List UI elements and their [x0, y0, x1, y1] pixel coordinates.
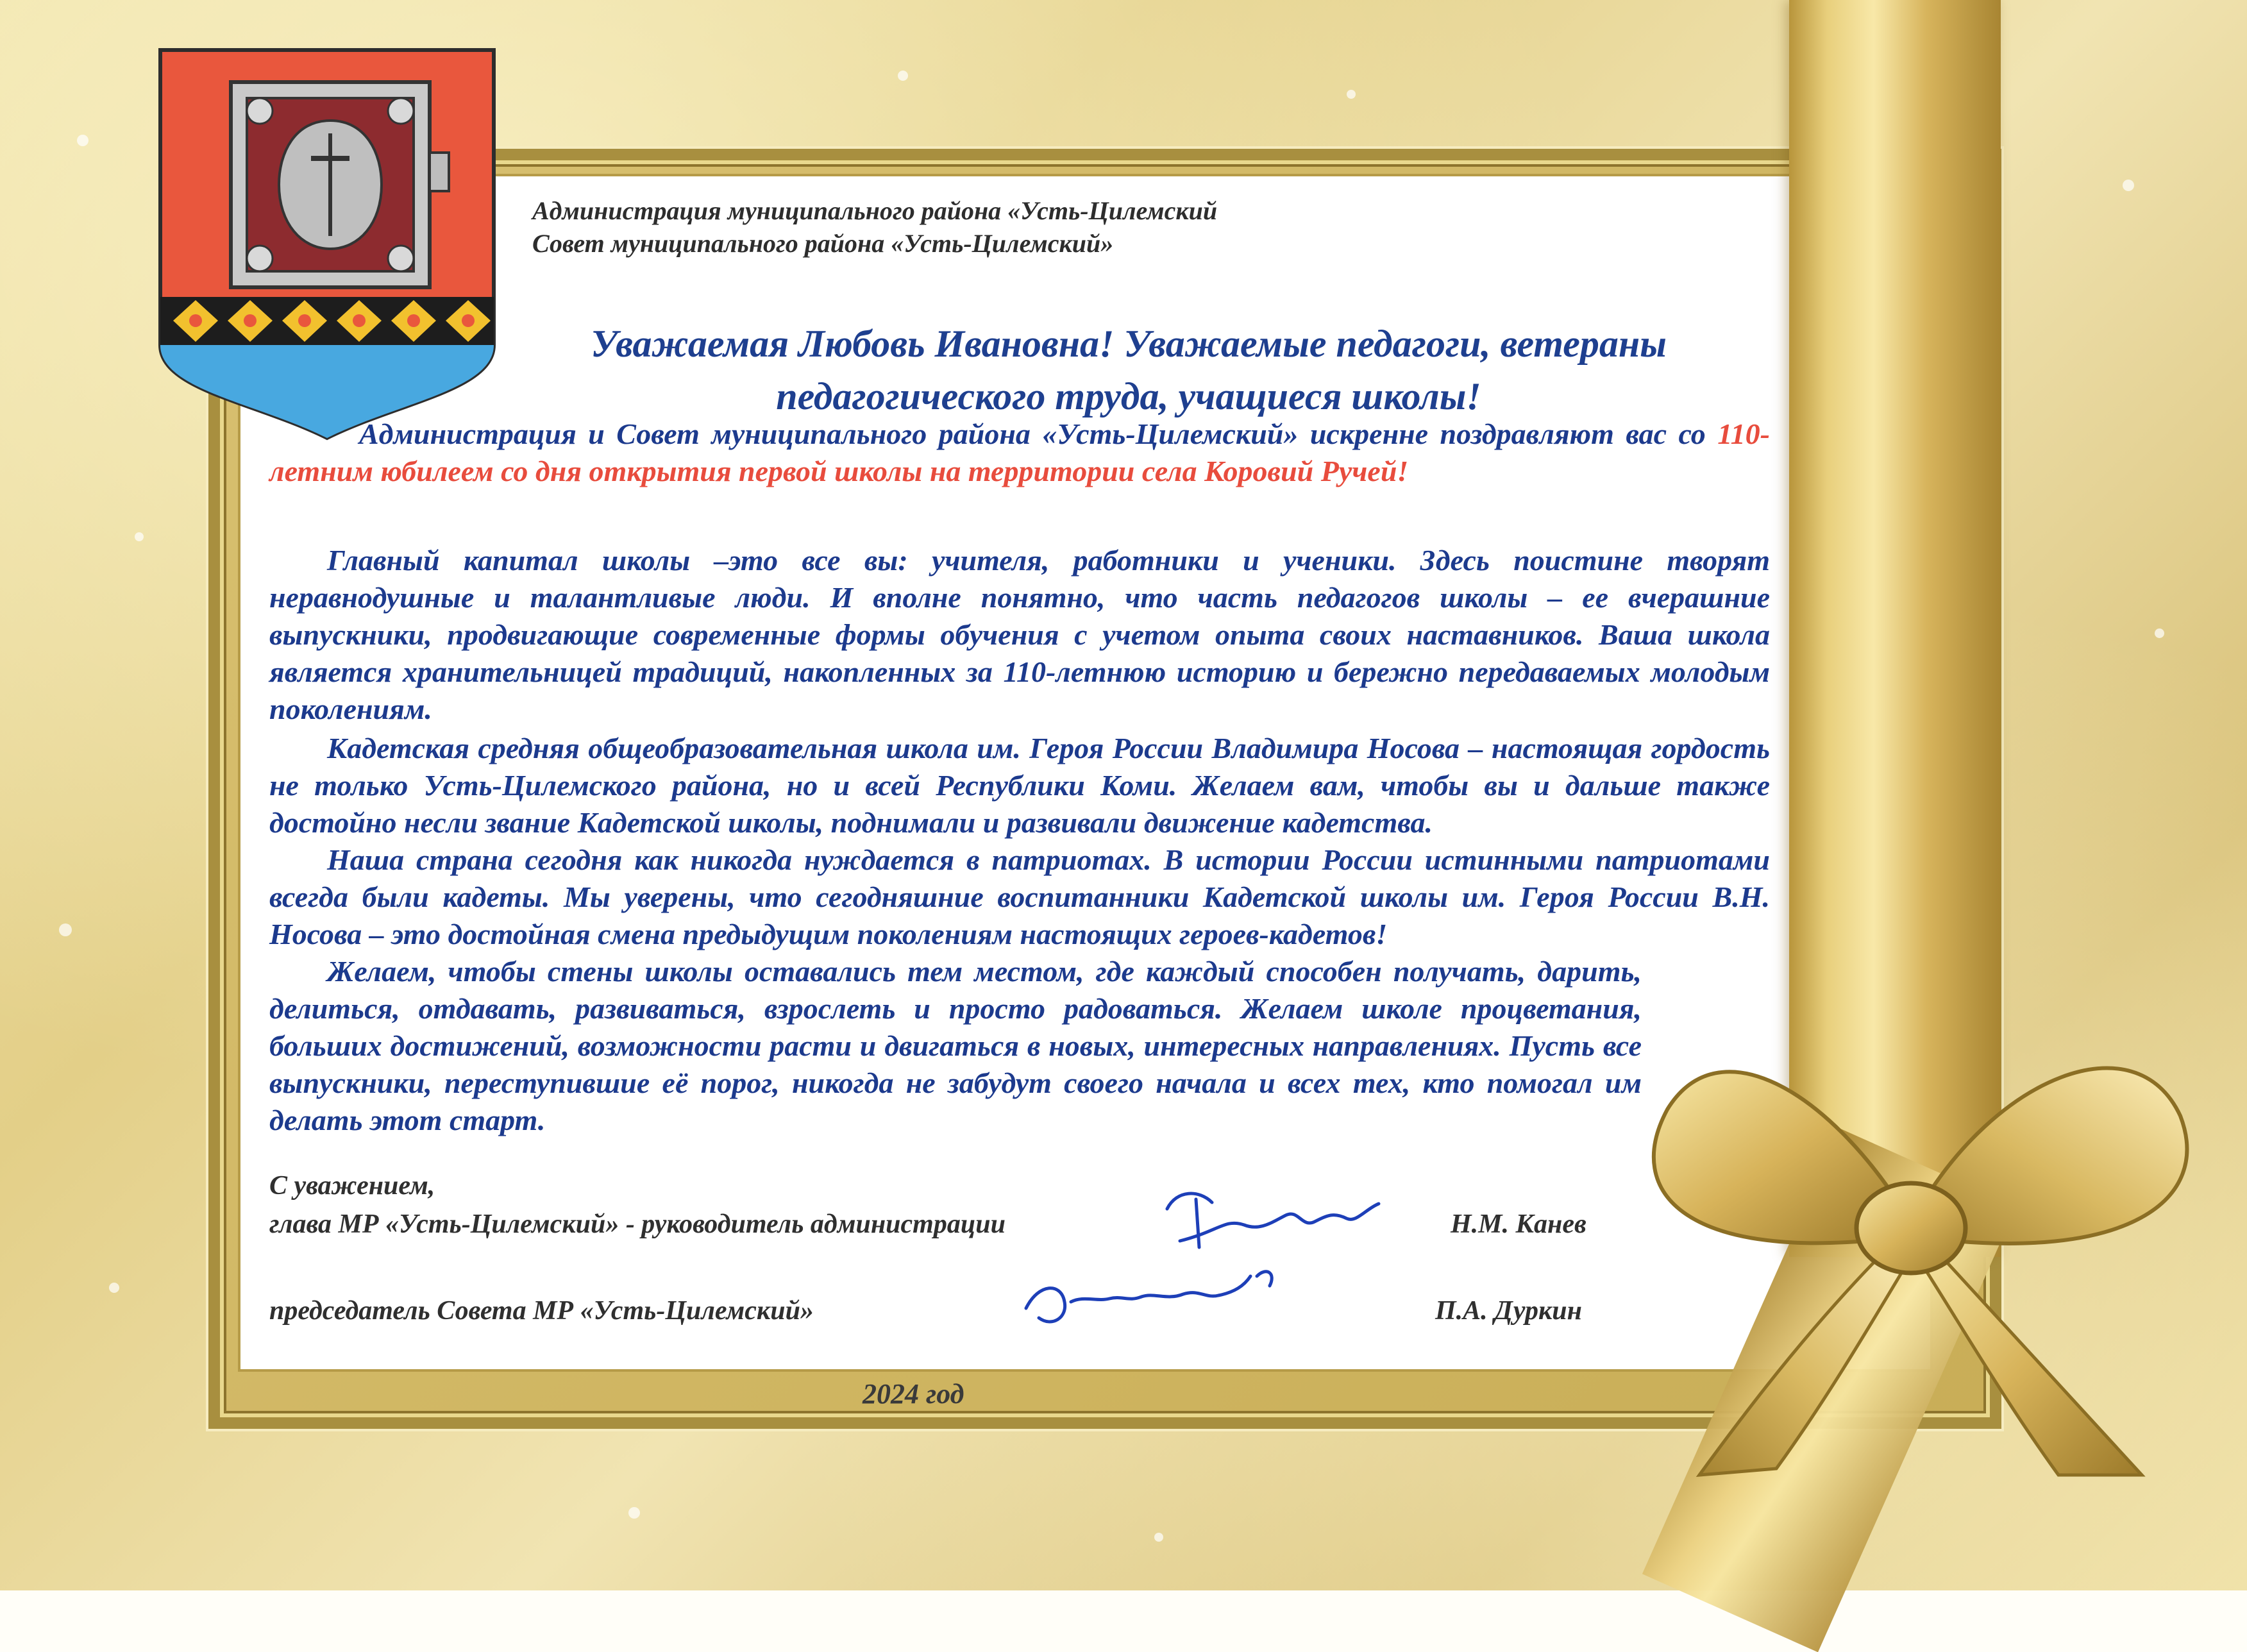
regards-text: С уважением,: [269, 1171, 435, 1201]
intro-highlight: 110-летним юбилеем со дня открытия первой школы на территории села Коровий Ручей!: [269, 417, 1770, 487]
handwritten-signature-1: [1141, 1164, 1411, 1267]
intro-text: Администрация и Совет муниципального района «Усть-Цилемский» искренне поздравляют вас со: [359, 417, 1718, 450]
coat-of-arms-icon: [154, 44, 500, 441]
intro-paragraph: [269, 416, 1770, 490]
signatory-1-title: глава МР «Усть-Цилемский» - руководитель администрации: [269, 1210, 1006, 1239]
sparkle-decoration: [1154, 1533, 1163, 1542]
body-paragraph-3: Наша страна сегодня как никогда нуждается в патриотах. В истории России истинными патриотами всегда были кадеты. Мы уверены, что сегодняшние воспитанники Кадетской школы им. Героя России В.Н. Носова – это достойная смена предыдущим поколениям настоящих героев-кадетов!: [269, 843, 1770, 950]
sparkle-decoration: [135, 532, 144, 541]
year-label: 2024 год: [863, 1378, 964, 1410]
sparkle-decoration: [628, 1507, 640, 1519]
sparkle-decoration: [2123, 180, 2134, 191]
body-paragraph-1: Главный капитал школы –это все вы: учителя, работники и ученики. Здесь поистине творят неравнодушные и талантливые люди. И вполне понятно, что часть педагогов школы – ее вчерашние выпускники, продвигающие современные формы обучения с учетом опыта своих наставников. Ваша школа является хранительницей традиций, накопленных за 110-летнюю историю и бережно передаваемых молодым поколениям.: [269, 544, 1770, 725]
gold-bow-icon: [1584, 962, 2225, 1488]
handwritten-signature-2: [1013, 1257, 1308, 1340]
header-line-2: Совет муниципального района «Усть-Цилемский»: [532, 229, 1114, 258]
body-paragraph-2: Кадетская средняя общеобразовательная школа им. Героя России Владимира Носова – настоящая гордость не только Усть-Цилемского района, но и всей Республики Коми. Желаем вам, чтобы вы и дальше также достойно несли звание Кадетской школы, поднимали и развивали движение кадетства.: [269, 732, 1770, 839]
signatory-2-title: председатель Совета МР «Усть-Цилемский»: [269, 1296, 814, 1326]
signatory-2-name: П.А. Дуркин: [1435, 1296, 1582, 1326]
sparkle-decoration: [1347, 90, 1356, 99]
sparkle-decoration: [77, 135, 88, 146]
greeting-line-2: педагогического труда, учащиеся школы!: [776, 375, 1481, 417]
sparkle-decoration: [109, 1283, 119, 1293]
greeting-line-1: Уважаемая Любовь Ивановна! Уважаемые педагоги, ветераны: [591, 323, 1667, 365]
signatory-1-name: Н.М. Канев: [1451, 1210, 1586, 1239]
greeting-heading: [449, 317, 1808, 423]
header-line-1: Администрация муниципального района «Усть-Цилемский: [532, 196, 1218, 225]
sparkle-decoration: [898, 71, 908, 81]
body-paragraph-4: Желаем, чтобы стены школы оставались тем местом, где каждый способен получать, дарить, делиться, отдавать, развиваться, взрослеть и просто радоваться. Желаем школе процветания, больших достижений, возможности расти и двигаться в новых, интересных направлениях. Пусть все выпускники, переступившие её порог, никогда не забудут своего начала и всех тех, кто помогал им делать этот старт.: [269, 955, 1642, 1136]
sparkle-decoration: [59, 923, 72, 936]
sparkle-decoration: [2155, 628, 2164, 638]
